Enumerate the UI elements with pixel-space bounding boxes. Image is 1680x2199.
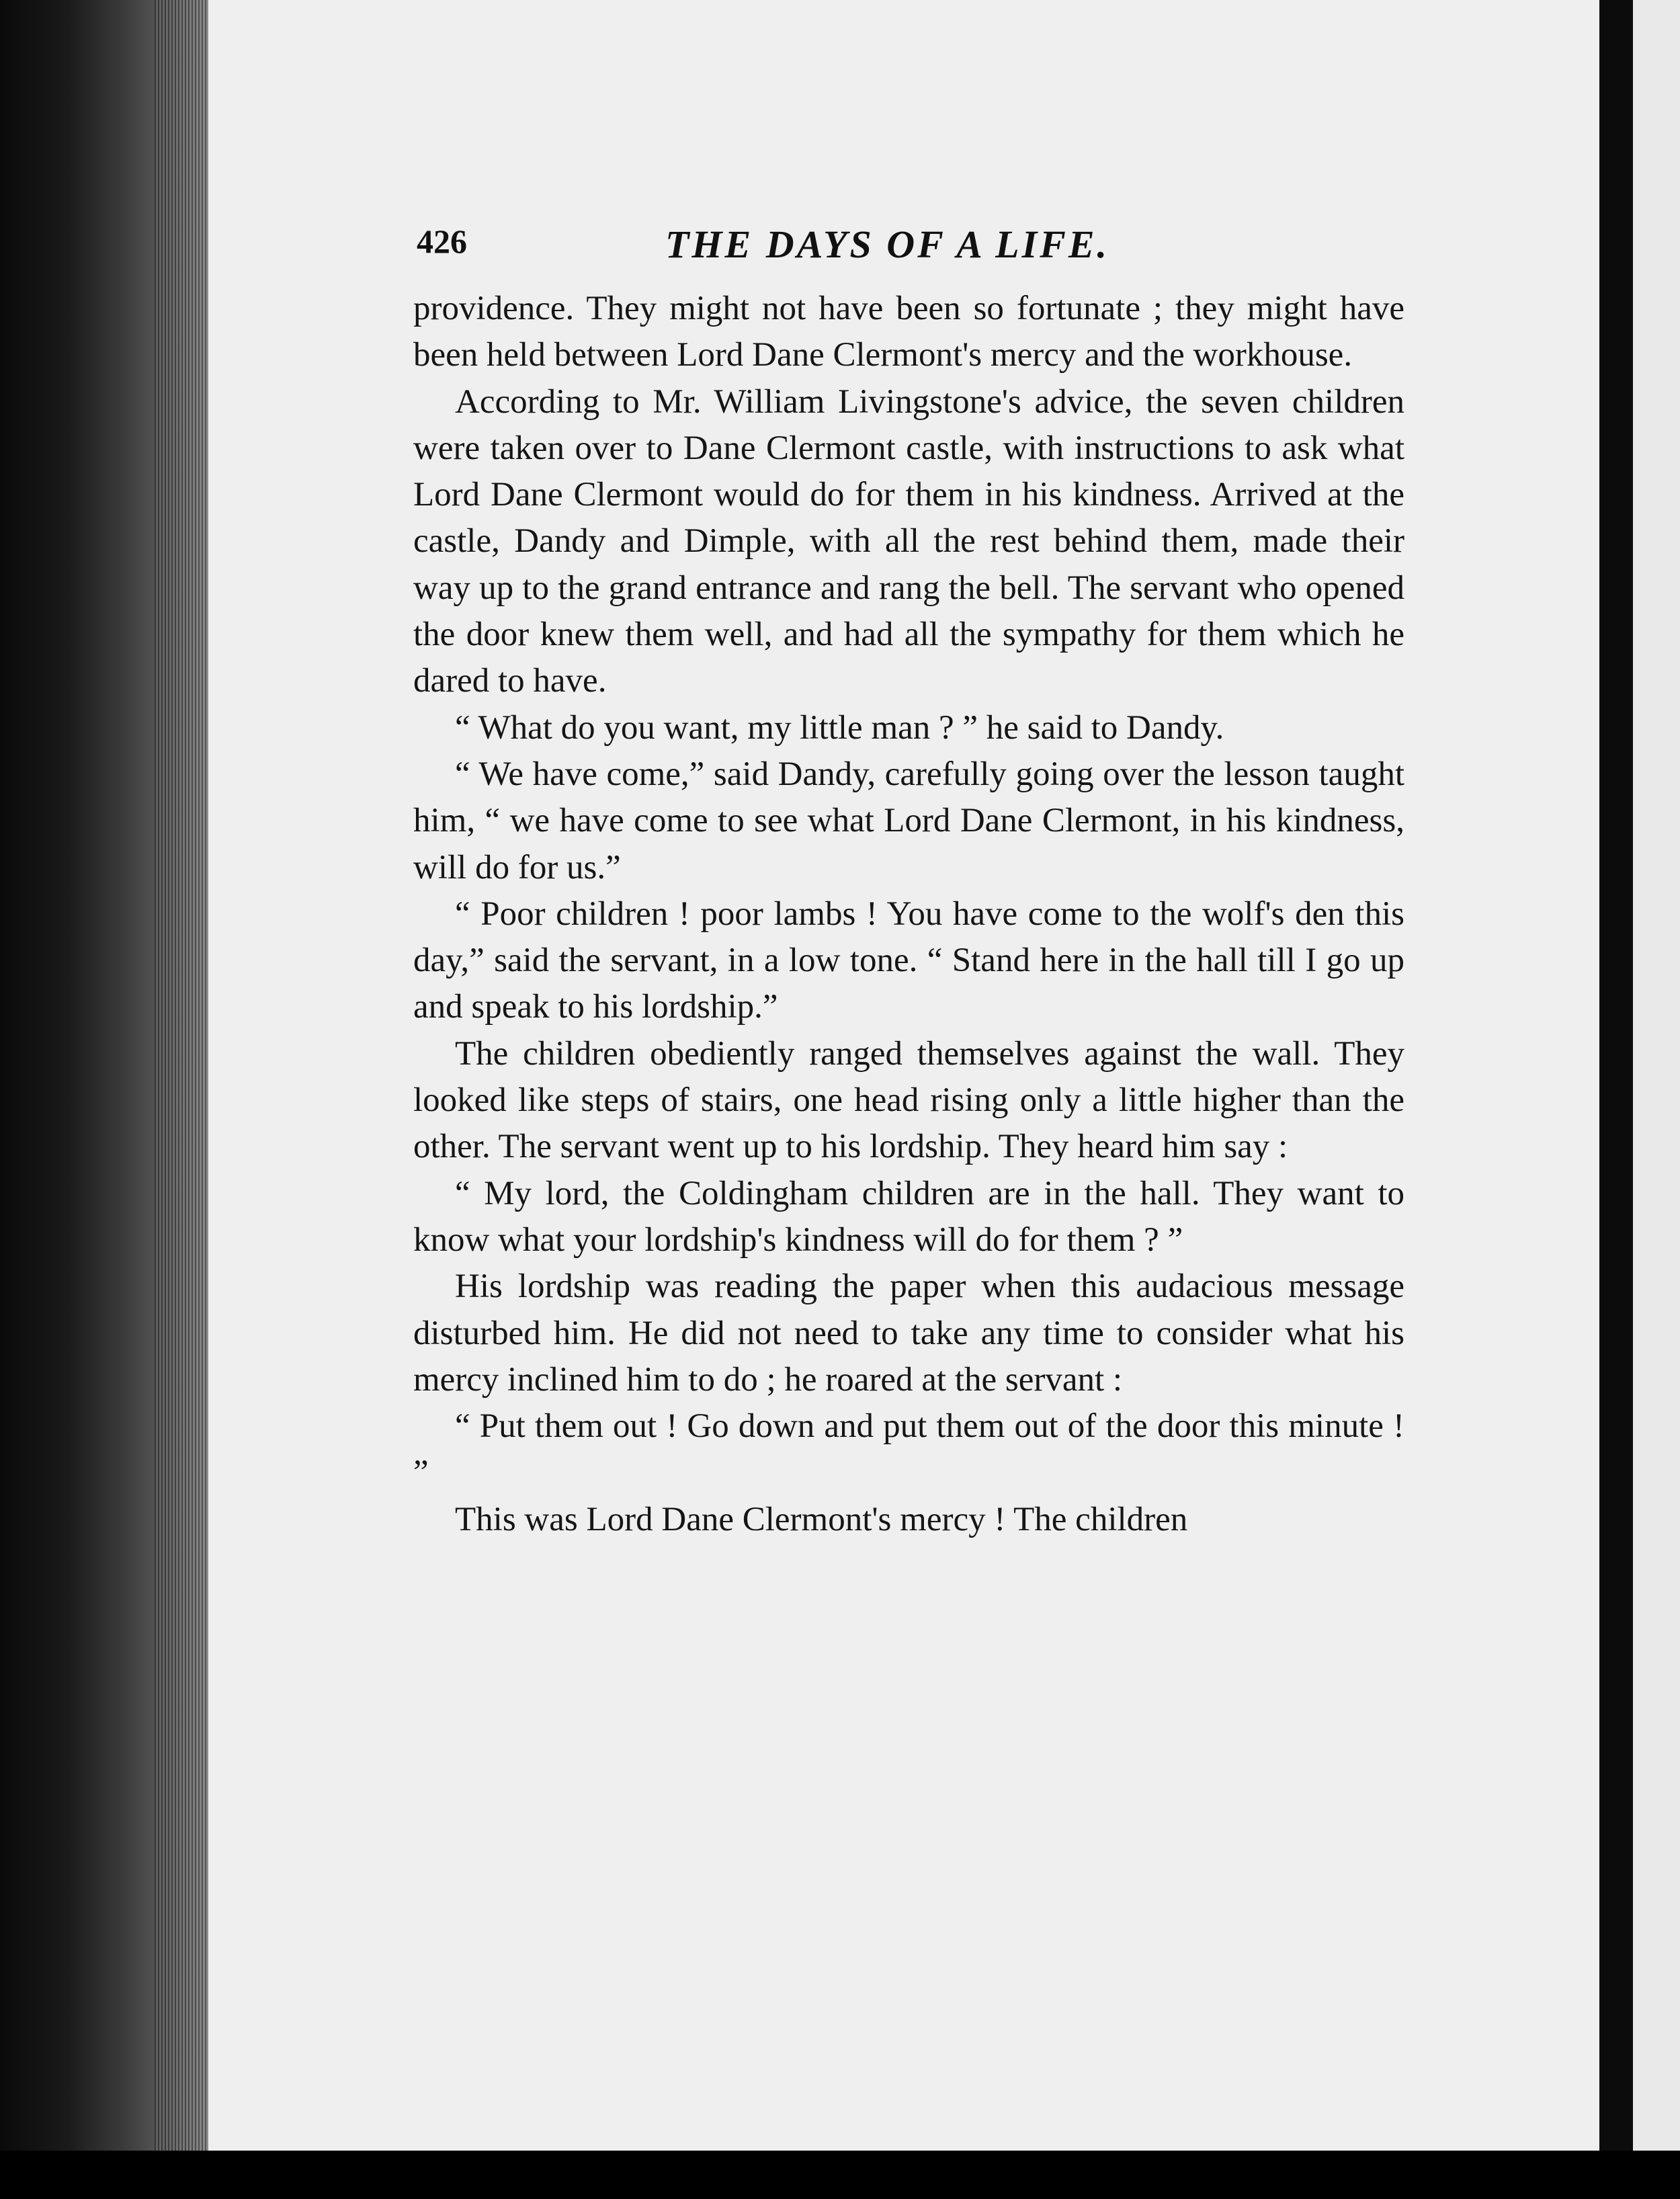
paragraph: providence. They might not have been so fortunate ; they might have been held between Lord Dane Clermont's mercy and the workhouse. (413, 290, 1404, 374)
paragraph: “ Poor children ! poor lambs ! You have come to the wolf's den this day,” said the servant, in a low tone. “ Stand here in the hall till I go up and speak to his lordship.” (413, 895, 1404, 1026)
paragraph: This was Lord Dane Clermont's mercy ! The children (455, 1500, 1188, 1538)
page-number: 426 (417, 222, 467, 260)
page-header (417, 215, 1411, 276)
paragraph: The children obediently ranged themselves against the wall. They looked like steps of stairs, one head rising only a little higher than the other. The servant went up to his lordship. They heard him say : (413, 1034, 1404, 1166)
body-text (413, 286, 1404, 1543)
page-gutter-shadow (1599, 0, 1633, 2157)
facing-page-edge (1633, 0, 1680, 2199)
running-title: THE DAYS OF A LIFE. (665, 222, 1110, 266)
paragraph: “ What do you want, my little man ? ” he said to Dandy. (455, 708, 1224, 747)
scan-bottom-border (0, 2151, 1680, 2199)
paragraph: His lordship was reading the paper when this audacious message disturbed him. He did not need to take any time to consider what his mercy inclined him to do ; he roared at the servant : (413, 1268, 1404, 1399)
paragraph: “ We have come,” said Dandy, carefully going over the lesson taught him, “ we have come to see what Lord Dane Clermont, in his kindness, will do for us.” (413, 755, 1404, 886)
paragraph: “ My lord, the Coldingham children are in the hall. They want to know what your lordship's kindness will do for them ? ” (413, 1174, 1404, 1259)
paragraph: According to Mr. William Livingstone's advice, the seven children were taken over to Dane Clermont castle, with instructions to ask what Lord Dane Clermont would do for them in his kindness. Arrived at the castle, Dandy and Dimple, with all the rest behind them, made their way up to the grand entrance and rang the bell. The servant who opened the door knew them well, and had all the sympathy for them which he dared to have. (413, 382, 1404, 700)
paragraph: “ Put them out ! Go down and put them out of the door this minute ! ” (413, 1407, 1404, 1492)
